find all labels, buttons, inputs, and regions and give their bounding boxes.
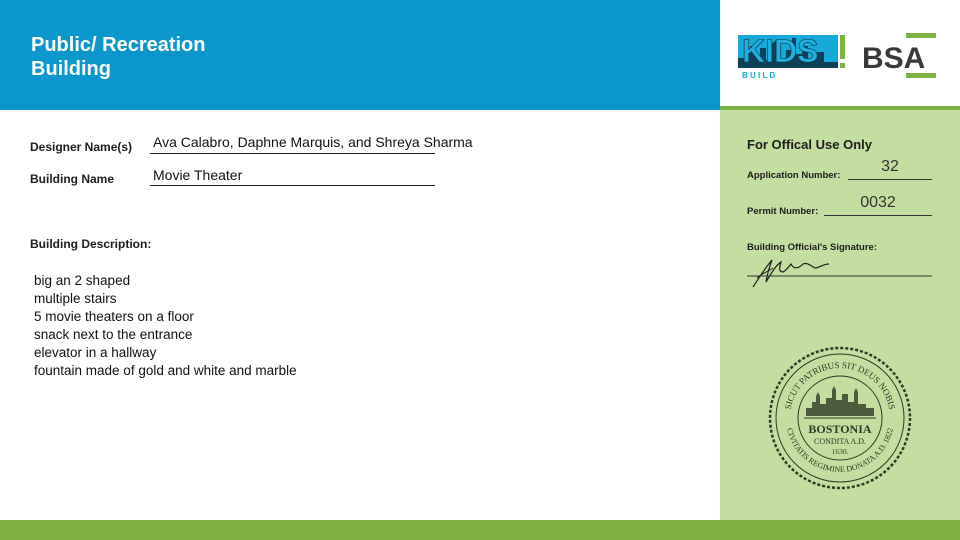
description-label: Building Description: xyxy=(30,237,152,251)
page-title-line1: Public/ Recreation xyxy=(31,34,206,56)
building-name-underline xyxy=(150,185,435,186)
description-line: fountain made of gold and white and marble xyxy=(34,363,297,378)
signature-label: Building Official's Signature: xyxy=(747,242,877,253)
seal-name: BOSTONIA xyxy=(808,422,872,436)
description-line: multiple stairs xyxy=(34,291,117,306)
designer-underline xyxy=(150,153,435,154)
boston-city-seal xyxy=(768,346,913,491)
description-line: 5 movie theaters on a floor xyxy=(34,309,194,324)
kids-text: KIDS xyxy=(742,33,819,69)
permit-number-label: Permit Number: xyxy=(747,206,819,217)
designer-label: Designer Name(s) xyxy=(30,140,133,154)
application-number-underline xyxy=(848,179,932,180)
signature-area[interactable] xyxy=(745,232,935,292)
description-field[interactable] xyxy=(34,272,297,380)
seal-bottom-text: CIVITATIS REGIMINE DONATA A.D. 1822 xyxy=(785,426,895,475)
bsa-text: BSA xyxy=(862,42,926,75)
header-banner xyxy=(0,0,720,110)
permit-number-underline xyxy=(824,215,932,216)
bsa-logo xyxy=(862,33,936,78)
page-title xyxy=(31,33,206,81)
designer-field[interactable]: Ava Calabro, Daphne Marquis, and Shreya Sharma xyxy=(153,134,473,150)
official-use-title: For Offical Use Only xyxy=(747,137,872,152)
logos xyxy=(720,0,960,106)
building-name-label: Building Name xyxy=(30,172,115,186)
kids-build-logo xyxy=(738,33,845,80)
building-name-field[interactable]: Movie Theater xyxy=(153,167,243,183)
seal-skyline xyxy=(806,386,874,416)
description-line: elevator in a hallway xyxy=(34,345,157,360)
description-line: snack next to the entrance xyxy=(34,327,193,342)
application-number-field[interactable]: 32 xyxy=(881,158,899,175)
build-text: B U I L D xyxy=(742,71,776,80)
seal-condita: CONDITA A.D. xyxy=(813,437,867,446)
seal-year: 1630. xyxy=(831,447,849,456)
page-title-line2: Building xyxy=(31,58,111,80)
seal-top-text: SICUT PATRIBUS SIT DEUS NOBIS xyxy=(782,359,898,411)
description-line: big an 2 shaped xyxy=(34,273,131,288)
permit-number-field[interactable]: 0032 xyxy=(860,194,896,211)
logo-area xyxy=(720,0,960,106)
footer-bar xyxy=(0,520,960,540)
application-number-label: Application Number: xyxy=(747,170,841,181)
